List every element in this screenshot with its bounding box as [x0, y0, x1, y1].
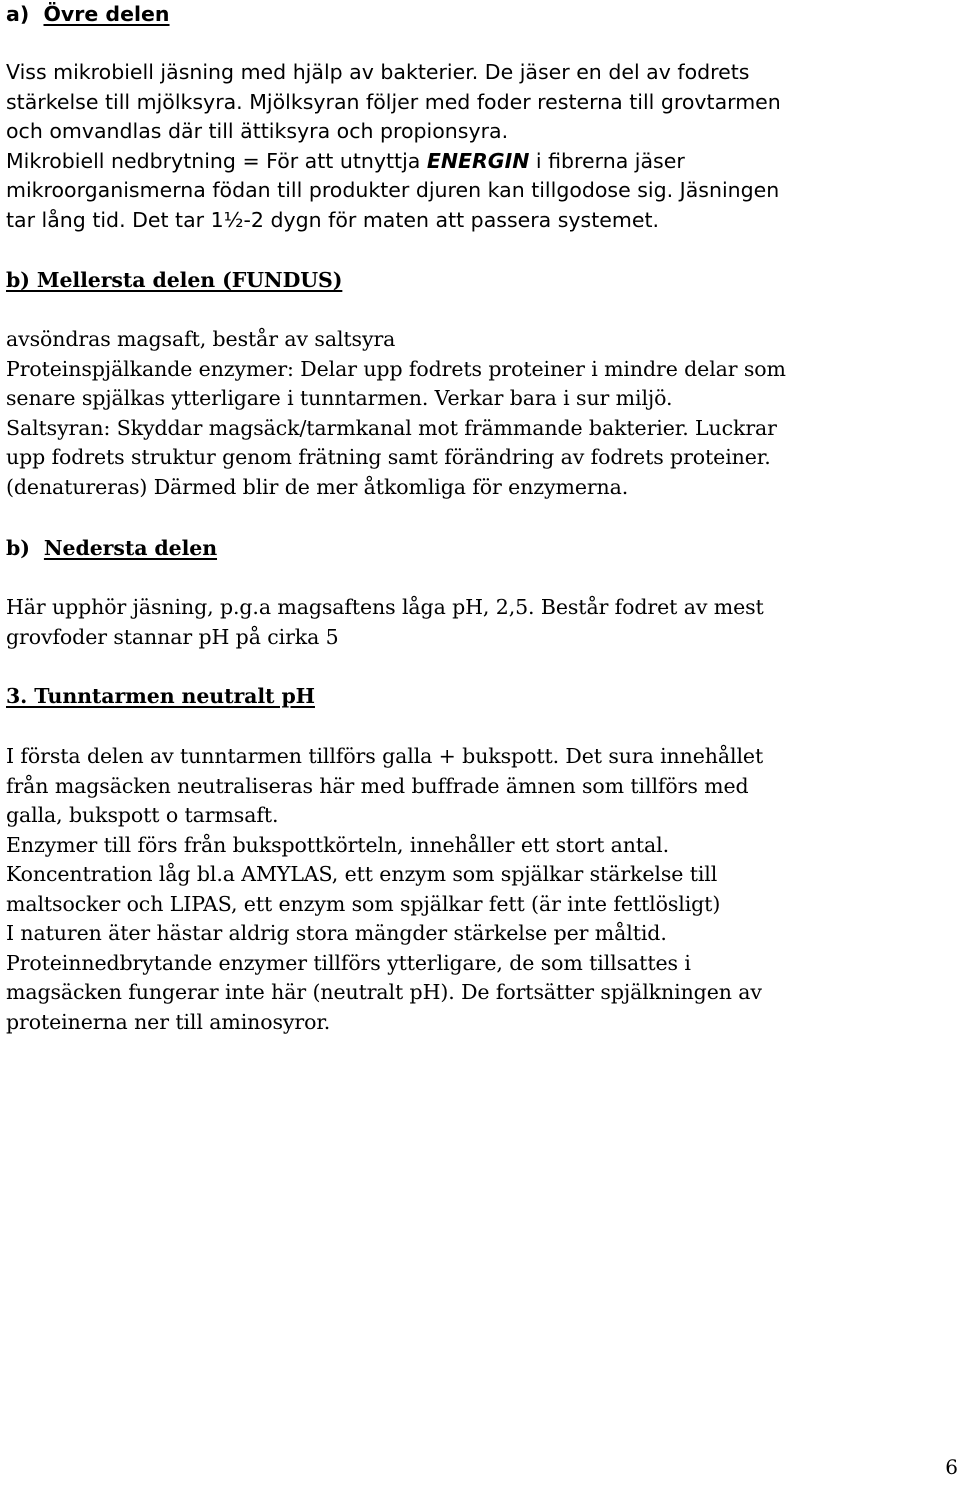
paragraph-line: I naturen äter hästar aldrig stora mängder stärkelse per måltid.	[6, 921, 667, 945]
paragraph-line: avsöndras magsaft, består av saltsyra	[6, 327, 396, 351]
section-3-heading: 3. Tunntarmen neutralt pH	[6, 684, 315, 708]
section-b-mellersta-body	[6, 325, 786, 502]
section-b-mellersta-heading: b) Mellersta delen (FUNDUS)	[6, 268, 343, 292]
section-b-nedersta-heading	[6, 534, 217, 564]
paragraph-line: Proteinspjälkande enzymer: Delar upp fodrets proteiner i mindre delar som	[6, 356, 786, 381]
section-b-mellersta	[6, 266, 342, 296]
paragraph-line: (denatureras) Därmed blir de mer åtkomliga för enzymerna.	[6, 474, 629, 499]
paragraph-line: Saltsyran: Skyddar magsäck/tarmkanal mot främmande bakterier. Luckrar	[6, 415, 777, 440]
paragraph-line: och omvandlas där till ättiksyra och propionsyra.	[6, 119, 509, 143]
paragraph-line: grovfoder stannar pH på cirka 5	[6, 624, 339, 649]
section-3-tunntarmen	[6, 682, 315, 712]
paragraph-line: Enzymer till förs från bukspottkörteln, innehåller ett stort antal.	[6, 832, 670, 857]
text-run: Mikrobiell nedbrytning = För att utnyttja	[6, 148, 427, 173]
section-b-nedersta-heading-title: Nedersta delen	[43, 536, 218, 560]
paragraph-line: proteinerna ner till aminosyror.	[6, 1009, 331, 1034]
paragraph-line: stärkelse till mjölksyra. Mjölksyran följer med foder resterna till grovtarmen	[6, 89, 781, 114]
paragraph-line: senare spjälkas ytterligare i tunntarmen. Verkar bara i sur miljö.	[6, 386, 673, 410]
paragraph-line	[6, 147, 781, 177]
paragraph-line: Koncentration låg bl.a AMYLAS, ett enzym som spjälkar stärkelse till	[6, 862, 718, 886]
section-b-nedersta	[6, 534, 217, 564]
text-run: i fibrerna jäser	[529, 148, 685, 173]
section-a	[6, 0, 170, 28]
emphasis-energin: ENERGIN	[426, 148, 530, 173]
page-number: 6	[945, 1455, 958, 1479]
paragraph-line: maltsocker och LIPAS, ett enzym som spjälkar fett (är inte fettlösligt)	[6, 891, 721, 916]
section-a-heading	[6, 0, 170, 28]
paragraph-line: Här upphör jäsning, p.g.a magsaftens låga pH, 2,5. Består fodret av mest	[6, 595, 764, 619]
section-b-nedersta-heading-prefix: b)	[6, 536, 30, 560]
paragraph-line: galla, bukspott o tarmsaft.	[6, 803, 279, 827]
section-b-nedersta-body	[6, 593, 764, 652]
section-a-heading-title: Övre delen	[43, 2, 170, 26]
paragraph-line: I första delen av tunntarmen tillförs galla + bukspott. Det sura innehållet	[6, 744, 764, 768]
paragraph-line: mikroorganismerna födan till produkter djuren kan tillgodose sig. Jäsningen	[6, 178, 780, 202]
paragraph-line: tar lång tid. Det tar 1½-2 dygn för maten att passera systemet.	[6, 207, 660, 232]
section-a-heading-prefix: a)	[6, 2, 30, 26]
section-3-body	[6, 742, 763, 1037]
paragraph-line: magsäcken fungerar inte här (neutralt pH). De fortsätter spjälkningen av	[6, 980, 762, 1004]
paragraph-line: Proteinnedbrytande enzymer tillförs ytterligare, de som tillsattes i	[6, 950, 691, 975]
section-a-paragraph	[6, 58, 781, 235]
paragraph-line: Viss mikrobiell jäsning med hjälp av bakterier. De jäser en del av fodrets	[6, 60, 750, 84]
paragraph-line: upp fodrets struktur genom frätning samt förändring av fodrets proteiner.	[6, 445, 771, 469]
paragraph-line: från magsäcken neutraliseras här med buffrade ämnen som tillförs med	[6, 773, 749, 798]
